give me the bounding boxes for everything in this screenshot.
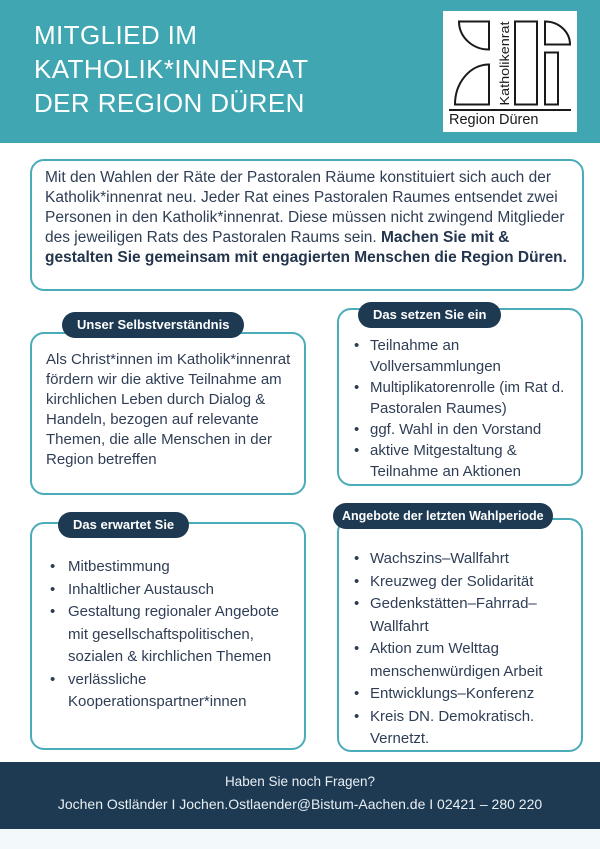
logo-caption: Region Düren	[449, 109, 571, 129]
list-item: • aktive Mitgestaltung & Teilnahme an Aktionen	[354, 440, 577, 482]
das-setzen-sie-ein-list	[339, 310, 581, 482]
box-das-setzen-sie-ein	[337, 308, 583, 486]
selbstverstaendnis-text: Als Christ*innen im Katholik*innenrat fördern wir die aktive Teilnahme am kirchlichen Leben durch Dialog & Handeln, bezogen auf relevante Themen, die alle Menschen in der Region betreffen	[46, 351, 291, 468]
badge-angebote: Angebote der letzten Wahlperiode	[333, 503, 553, 529]
box-das-erwartet-sie	[30, 522, 306, 750]
list-item: • Gestaltung regionaler Angebote mit gesellschaftspolitischen, sozialen & kirchlichen Themen	[50, 601, 286, 669]
angebote-list	[339, 520, 581, 751]
intro-text: Mit den Wahlen der Räte der Pastoralen Räume konstituiert sich auch der Katholik*innenrat neu. Jeder Rat eines Pastoralen Raumes entsendet zwei Personen in den Katholik*innenrat. Diese müssen nicht zwingend Mitglieder des jeweiligen Rats des Pastoralen Raums sein.	[45, 169, 565, 246]
list-item: • Teilnahme an Vollversammlungen	[354, 335, 577, 377]
list-item: • Inhaltlicher Austausch	[50, 579, 286, 602]
bottom-strip	[0, 829, 600, 849]
list-item: • Aktion zum Welttag menschenwürdigen Arbeit	[354, 638, 577, 683]
intro-text-bold: Machen Sie mit & gestalten Sie gemeinsam mit engagierten Menschen die Region Düren.	[45, 229, 567, 266]
list-item: • Kreuzweg der Solidarität	[354, 571, 577, 594]
logo-graphic-icon	[449, 16, 571, 109]
katholikenrat-logo	[443, 11, 577, 132]
header-banner	[0, 0, 600, 143]
list-item: • Entwicklungs–Konferenz	[354, 683, 577, 706]
logo-bar-icon	[545, 53, 558, 105]
title-line-2: KATHOLIK*INNENRAT	[34, 54, 309, 84]
title-line-3: DER REGION DÜREN	[34, 88, 305, 118]
list-item: • Kreis DN. Demokratisch. Vernetzt.	[354, 706, 577, 751]
logo-vertical-text: Katholikenrat	[497, 29, 512, 106]
list-item: • Wachszins–Wallfahrt	[354, 548, 577, 571]
logo-petal-bottom-icon	[455, 65, 489, 105]
footer-contact-bar	[0, 762, 600, 829]
list-item: • Gedenkstätten–Fahrrad–Wallfahrt	[354, 593, 577, 638]
intro-box	[30, 159, 584, 291]
title-line-1: MITGLIED IM	[34, 20, 198, 50]
badge-selbstverstaendnis: Unser Selbstverständnis	[62, 312, 244, 338]
list-item: • Mitbestimmung	[50, 556, 286, 579]
list-item: • ggf. Wahl in den Vorstand	[354, 419, 577, 440]
badge-das-setzen-sie-ein: Das setzen Sie ein	[358, 302, 501, 328]
page-title	[34, 18, 309, 120]
badge-das-erwartet-sie: Das erwartet Sie	[58, 512, 189, 538]
footer-contact-line: Jochen Ostländer I Jochen.Ostlaender@Bistum-Aachen.de I 02421 – 280 220	[57, 796, 543, 812]
logo-rect-icon	[515, 22, 537, 105]
logo-quarter-icon	[545, 22, 570, 45]
logo-petal-top-icon	[459, 22, 489, 50]
footer-question: Haben Sie noch Fragen?	[224, 774, 376, 789]
box-angebote	[337, 518, 583, 752]
das-erwartet-sie-list	[32, 524, 304, 714]
list-item: • Multiplikatorenrolle (im Rat d. Pastoralen Raumes)	[354, 377, 577, 419]
box-selbstverstaendnis	[30, 332, 306, 495]
list-item: • verlässliche Kooperationspartner*innen	[50, 669, 286, 714]
